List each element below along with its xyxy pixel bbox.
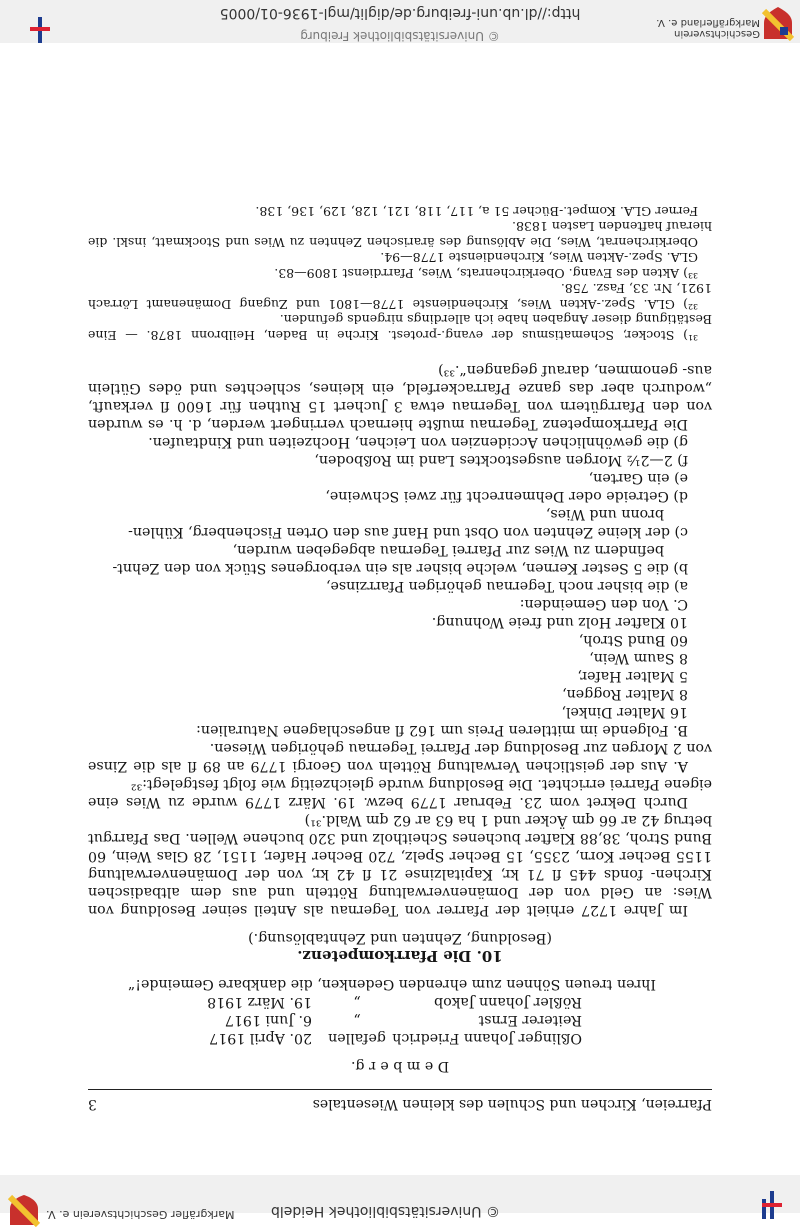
paragraph-1: Im Jahre 1727 erhielt der Pfarrer von Tegernau als Anteil seiner Besoldung von Wies: an Geld von der Domänenverwaltung Rötteln und aus dem altbadischen Kirchen- fonds 445 fl 71 kr, Kapitalzinse 21 fl 42 kr, von der Domänenverwaltung 1155 Becher Korn, 2355, 15 Becher Spelz, 720 Becher Hafer, 1151, 28 Glas Wein, 60 Bund Stroh, 38,88 Klafter buchenes Scheitholz und 320 buchene Wellen. Das Pfarrgut betrug 42 ar 66 qm Äcker und 1 ha 63 ar 62 qm Wald.³¹) xyxy=(88,812,712,918)
organization-name: Markgräfler Geschichtsverein e. V. xyxy=(46,1208,235,1221)
section-subtitle: (Besoldung, Zehnten und Zehntablösung.) xyxy=(248,930,552,946)
page-number: 3 xyxy=(88,1096,97,1112)
footnote: ³²) GLA. Spez.-Akten Wies, Kirchendienste 1778—1801 und Zugang Domänenamt Lörrach 1921, Nr. 33, Fasz. 758. xyxy=(88,281,712,312)
list-item: a) die bisher noch Tegernau gehörigen Pfarrzinse, xyxy=(325,578,688,594)
list-item: c) der kleine Zehnten von Obst und Hanf aus den Orten Fischenberg, Kühlen- bronn und Wies, xyxy=(128,506,688,540)
list-item: e) ein Garten, xyxy=(588,470,688,486)
list-item: b) die 5 Sester Kernen, welche bisher als ein verborgenes Stück von den Zehnt- befindern zu Wies zur Pfarrei Tegernau abgegeben wurden, xyxy=(112,542,688,576)
list-item: 8 Malter Roggen, xyxy=(562,686,688,702)
paragraph-2: Durch Dekret vom 23. Februar 1779 bezw. 19. März 1779 wurde zu Wies eine eigene Pfarrei errichtet. Die Besoldung wurde gleichzeitig wie folgt festgelegt:³² xyxy=(88,776,712,810)
copyright-text: © Universitätsbibliothek Freiburg xyxy=(300,29,500,43)
list-item: d) Getreide oder Dehmenrecht für zwei Schweine, xyxy=(325,488,688,504)
society-crest-icon xyxy=(6,1193,42,1229)
fallen-row: Reiterer Ernst„6. Juni 1917 xyxy=(224,1012,582,1028)
header-rule xyxy=(88,1089,712,1090)
paragraph-a: A. Aus der geistlichen Verwaltung Rötteln von Georgi 1779 an 89 fl als die Zinse von 2 Morgen zur Besoldung der Pfarrei Tegernau gehörigen Wiesen. xyxy=(88,740,712,774)
page-content xyxy=(88,204,712,1114)
place-heading: D e m b e r g. xyxy=(350,1058,450,1074)
organization-name: Geschichtsverein Markgräflerland e. V. xyxy=(656,17,760,39)
list-item: 60 Bund Stroh, xyxy=(578,632,688,648)
list-item: g) die gewöhnlichen Accidenzien von Leichen, Hochzeiten und Kindtaufen. xyxy=(148,434,688,450)
list-item: 10 Klafter Holz und freie Wohnung. xyxy=(431,614,688,630)
viewer-top-bar xyxy=(0,1175,800,1221)
permalink-url[interactable]: http://dl.ub.uni-freiburg.de/diglit/mgl-1936-01/0005 xyxy=(219,5,581,21)
copyright-text: © Universitätsbibliothek Heidelb xyxy=(271,1203,500,1219)
footnote: ³¹) Stocker, Schematismus der evang.-protest. Kirche in Baden, Heilbronn 1878. — Eine Bestätigung dieser Angaben habe ich allerdings nirgends gefunden. xyxy=(88,312,712,343)
fallen-list xyxy=(88,993,582,1047)
footnote: ³³) Akten des Evang. Oberkirchenrats, Wies, Pfarrdienst 1809—83. GLA. Spez.-Akten Wies, Kirchendienste 1778—94. Oberkirchenrat, Wies, Die Ablösung des ärarischen Zehnten zu Wies und Stockmatt, inskl. die hierauf haftenden Lasten 1838. Ferner GLA. Kompet.-Bücher 51 a, 117, 118, 121, 128, 129, 136, 138. xyxy=(88,204,712,281)
running-head-title: Pfarreien, Kirchen und Schulen des kleinen Wiesentales xyxy=(312,1096,712,1112)
gemeinden-list xyxy=(88,433,712,595)
viewer-bottom-bar xyxy=(0,0,800,43)
running-head xyxy=(88,1095,712,1113)
paragraph-3: Die Pfarrkompetenz Tegernau mußte hiernach verringert werden, d. h. es wurden von den Pfarrgütern von Tegernau etwa 3 Juchert 15 Ruthen für 1600 fl verkauft, „wodurch aber das ganze Pfarrackerfeld, ein kleines, schlechtes und ödes Gütlein aus- genommen, darauf gegangen“.³³) xyxy=(88,362,712,432)
fallen-row: Rößler Johann Jakob„19. März 1918 xyxy=(207,994,582,1010)
fallen-row: Oßlinger Johann Friedrichgefallen20. April 1917 xyxy=(209,1030,582,1046)
paragraph-c: C. Von den Gemeinden: xyxy=(519,596,688,612)
list-item: 5 Malter Hafer, xyxy=(577,668,688,684)
footnotes xyxy=(88,204,712,344)
section-title: 10. Die Pfarrkompetenz. xyxy=(297,947,503,965)
list-item: f) 2—2½ Morgen ausgestocktes Land im Roßboden, xyxy=(314,452,688,468)
dedication: Ihren treuen Söhnen zum ehrenden Gedenken, die dankbare Gemeinde!“ xyxy=(128,976,656,992)
list-item: 8 Saum Wein, xyxy=(589,650,688,666)
naturalien-list xyxy=(88,613,712,721)
list-item: 16 Malter Dinkel, xyxy=(561,704,688,720)
library-logo-icon xyxy=(752,1191,792,1219)
paragraph-b: B. Folgende im mittleren Preis um 162 fl angeschlagene Naturalien: xyxy=(196,722,688,738)
